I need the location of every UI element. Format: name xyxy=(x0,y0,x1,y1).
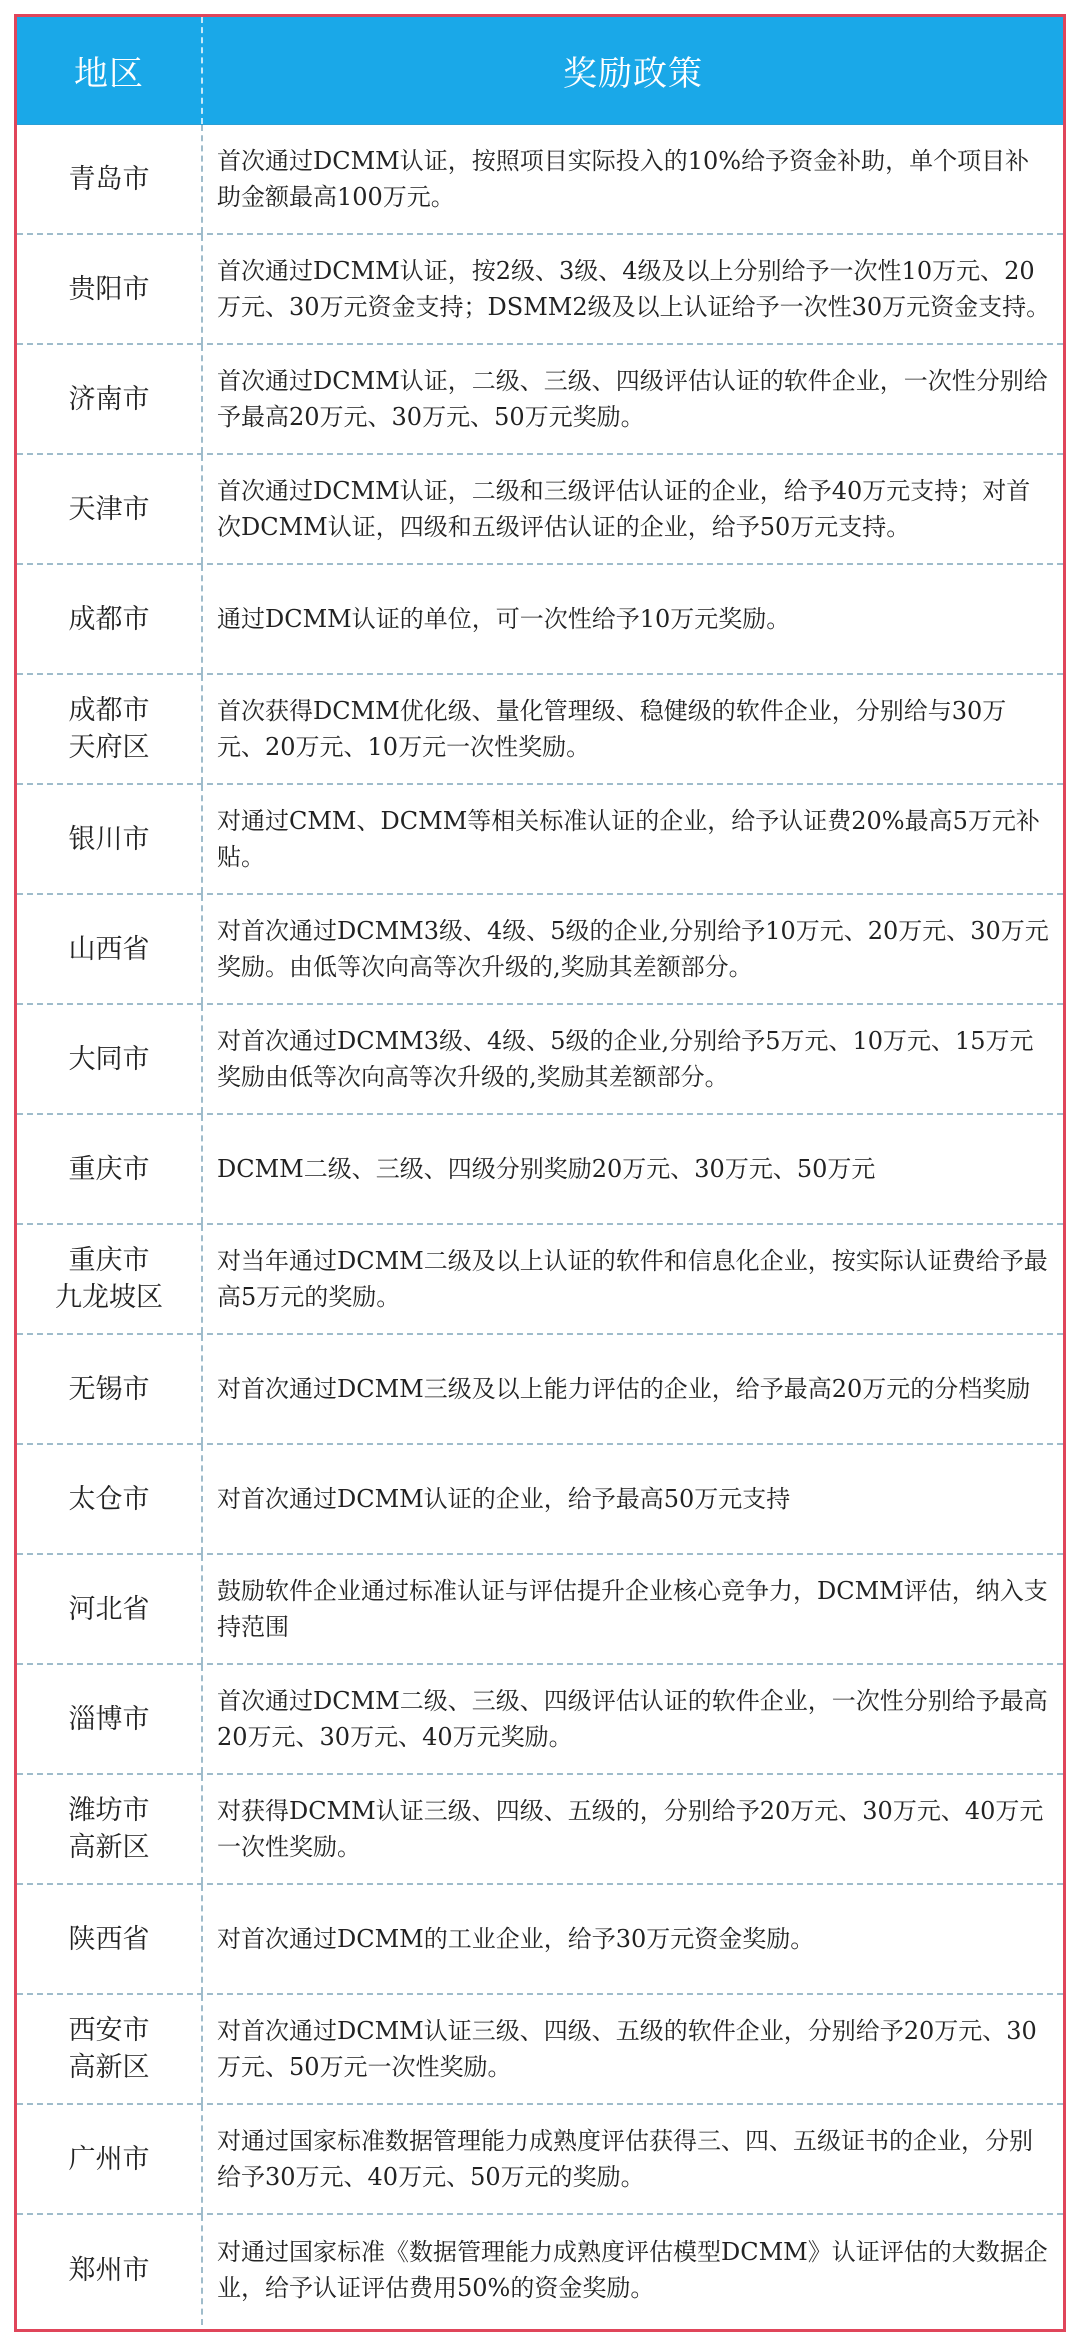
table-row xyxy=(17,675,1063,785)
region-cell: 西安市 高新区 xyxy=(17,1995,203,2103)
region-cell: 银川市 xyxy=(17,785,203,893)
region-cell: 青岛市 xyxy=(17,125,203,233)
policy-cell: 首次通过DCMM认证，按2级、3级、4级及以上分别给予一次性10万元、20万元、30万元资金支持；DSMM2级及以上认证给予一次性30万元资金支持。 xyxy=(217,257,1051,321)
region-cell: 无锡市 xyxy=(17,1335,203,1443)
policy-cell: 对首次通过DCMM三级及以上能力评估的企业，给予最高20万元的分档奖励 xyxy=(217,1375,1031,1403)
table-row xyxy=(17,1445,1063,1555)
policy-cell: 通过DCMM认证的单位，可一次性给予10万元奖励。 xyxy=(217,605,791,633)
header-region: 地区 xyxy=(17,17,203,124)
table-row xyxy=(17,1885,1063,1995)
policy-cell: 对当年通过DCMM二级及以上认证的软件和信息化企业，按实际认证费给予最高5万元的奖励。 xyxy=(217,1247,1048,1311)
region-cell: 太仓市 xyxy=(17,1445,203,1553)
table-row xyxy=(17,565,1063,675)
table-row xyxy=(17,1335,1063,1445)
region-cell: 山西省 xyxy=(17,895,203,1003)
table-row xyxy=(17,785,1063,895)
policy-cell: 对首次通过DCMM认证三级、四级、五级的软件企业，分别给予20万元、30万元、50万元一次性奖励。 xyxy=(217,2017,1037,2081)
policy-cell: DCMM二级、三级、四级分别奖励20万元、30万元、50万元 xyxy=(217,1155,876,1183)
policy-cell: 对首次通过DCMM认证的企业，给予最高50万元支持 xyxy=(217,1485,791,1513)
policy-cell: 对通过CMM、DCMM等相关标准认证的企业，给予认证费20%最高5万元补贴。 xyxy=(217,807,1040,871)
table-row xyxy=(17,2215,1063,2325)
policy-cell: 首次通过DCMM认证，按照项目实际投入的10%给予资金补助，单个项目补助金额最高100万元。 xyxy=(217,147,1030,211)
region-cell: 淄博市 xyxy=(17,1665,203,1773)
table-row xyxy=(17,1775,1063,1885)
region-cell: 河北省 xyxy=(17,1555,203,1663)
table-row xyxy=(17,1665,1063,1775)
region-cell: 大同市 xyxy=(17,1005,203,1113)
policy-cell: 对首次通过DCMM的工业企业，给予30万元资金奖励。 xyxy=(217,1925,815,1953)
policy-cell: 首次获得DCMM优化级、量化管理级、稳健级的软件企业，分别给与30万元、20万元、10万元一次性奖励。 xyxy=(217,697,1007,761)
table-row xyxy=(17,235,1063,345)
region-cell: 陕西省 xyxy=(17,1885,203,1993)
region-cell: 成都市 天府区 xyxy=(17,675,203,783)
policy-cell: 对通过国家标准数据管理能力成熟度评估获得三、四、五级证书的企业，分别给予30万元、40万元、50万元的奖励。 xyxy=(217,2127,1033,2191)
policy-cell: 首次通过DCMM认证，二级和三级评估认证的企业，给予40万元支持；对首次DCMM认证，四级和五级评估认证的企业，给予50万元支持。 xyxy=(217,477,1031,541)
policy-cell: 对首次通过DCMM3级、4级、5级的企业,分别给予5万元、10万元、15万元奖励由低等次向高等次升级的,奖励其差额部分。 xyxy=(217,1027,1034,1091)
table-row xyxy=(17,455,1063,565)
header-policy: 奖励政策 xyxy=(563,54,703,94)
policy-cell: 对获得DCMM认证三级、四级、五级的，分别给予20万元、30万元、40万元一次性奖励。 xyxy=(217,1797,1044,1861)
region-cell: 重庆市 九龙坡区 xyxy=(17,1225,203,1333)
region-cell: 天津市 xyxy=(17,455,203,563)
table-body xyxy=(17,125,1063,2325)
table-row xyxy=(17,1555,1063,1665)
policy-cell: 首次通过DCMM二级、三级、四级评估认证的软件企业，一次性分别给予最高20万元、30万元、40万元奖励。 xyxy=(217,1687,1048,1751)
region-cell: 广州市 xyxy=(17,2105,203,2213)
region-cell: 郑州市 xyxy=(17,2215,203,2325)
table-row xyxy=(17,895,1063,1005)
policy-cell: 鼓励软件企业通过标准认证与评估提升企业核心竞争力，DCMM评估，纳入支持范围 xyxy=(217,1577,1048,1641)
region-cell: 贵阳市 xyxy=(17,235,203,343)
region-cell: 成都市 xyxy=(17,565,203,673)
table-row xyxy=(17,1995,1063,2105)
policy-table xyxy=(14,14,1066,2332)
region-cell: 重庆市 xyxy=(17,1115,203,1223)
table-row xyxy=(17,345,1063,455)
policy-cell: 首次通过DCMM认证，二级、三级、四级评估认证的软件企业，一次性分别给予最高20万元、30万元、50万元奖励。 xyxy=(217,367,1048,431)
region-cell: 济南市 xyxy=(17,345,203,453)
table-header xyxy=(17,17,1063,125)
policy-cell: 对首次通过DCMM3级、4级、5级的企业,分别给予10万元、20万元、30万元奖励。由低等次向高等次升级的,奖励其差额部分。 xyxy=(217,917,1049,981)
table-row xyxy=(17,1005,1063,1115)
table-row xyxy=(17,1115,1063,1225)
region-cell: 潍坊市 高新区 xyxy=(17,1775,203,1883)
policy-cell: 对通过国家标准《数据管理能力成熟度评估模型DCMM》认证评估的大数据企业，给予认证评估费用50%的资金奖励。 xyxy=(217,2238,1048,2302)
table-row xyxy=(17,2105,1063,2215)
table-row xyxy=(17,125,1063,235)
table-row xyxy=(17,1225,1063,1335)
